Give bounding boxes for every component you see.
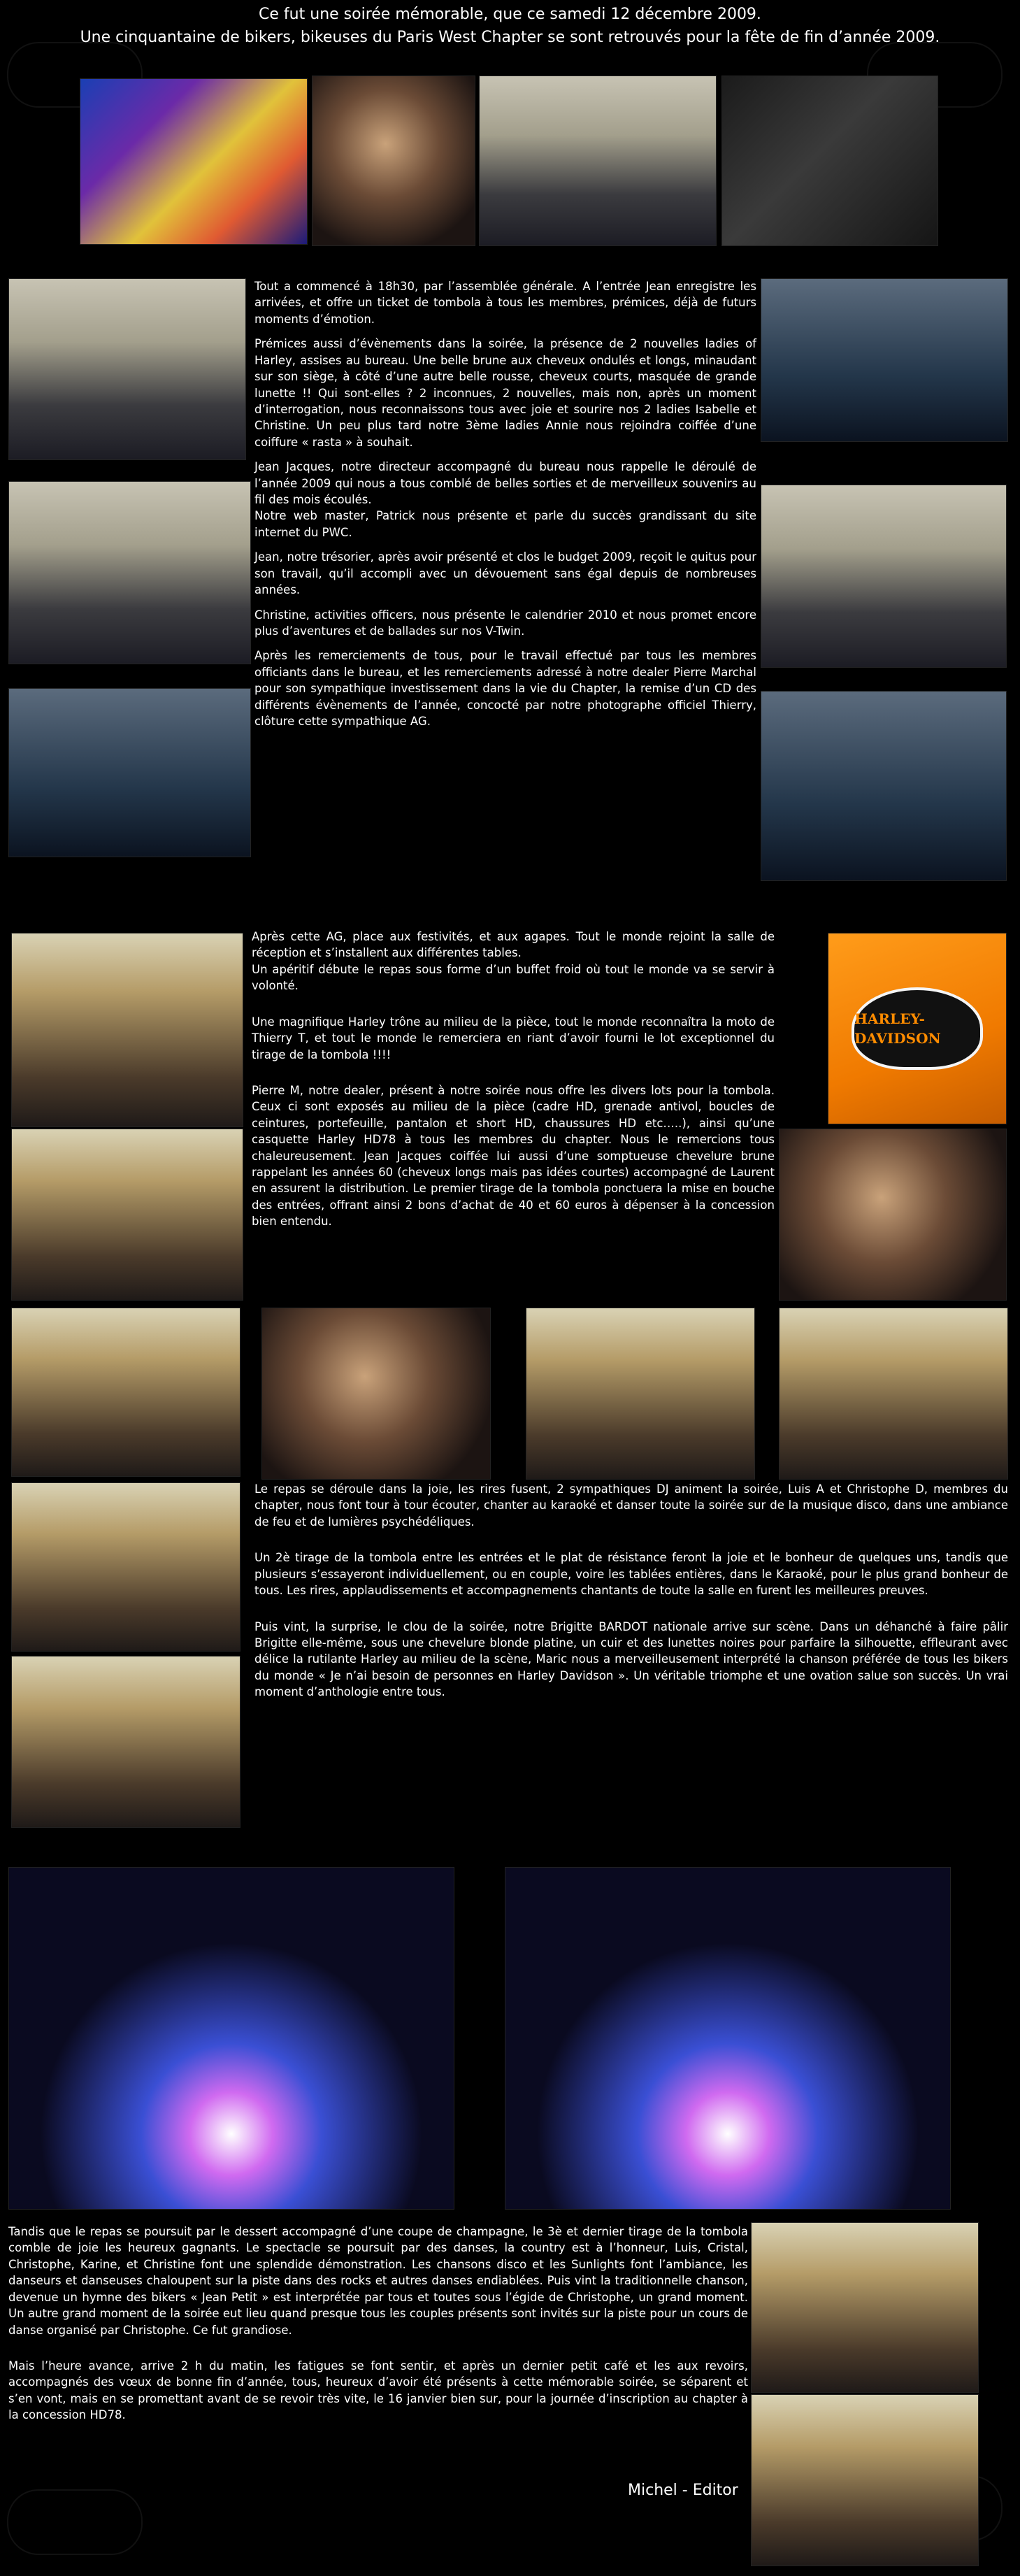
paragraph: Après cette AG, place aux festivités, et aux agapes. Tout le monde rejoint la salle de réception et s’installent aux différentes tables. [252,930,775,960]
photo-table-guests [779,1308,1008,1480]
photo-laser-dance-floor-right [505,1867,951,2210]
paragraph: Christine, activities officers, nous présente le calendrier 2010 et nous promet encore plus d’aventures et de ballades sur nos V-Twin. [254,608,756,638]
photo-harley-davidson-flag [828,933,1007,1124]
page-title [0,3,1020,49]
section-festivities-text [252,929,775,1238]
title-line-1: Ce fut une soirée mémorable, que ce samedi 12 décembre 2009. [259,6,761,23]
section-assembly-text [254,278,756,738]
photo-two-men-caps [479,76,717,246]
paragraph: Tandis que le repas se poursuit par le dessert accompagné d’une coupe de champagne, le 3è et dernier tirage de la tombola comble de joie les heureux gagnants. Le spectacle se poursuit par des danses, la country est à l’honneur, Luis, Cristal, Christophe, Karine, et Christine font une splendide démonstration. Les chansons disco et les Sunlights font l’ambiance, les danseurs et danseuses chaloupent sur la piste dans des rocks et autres danses endiablées. Puis vint la traditionnelle chanson, devenue un hymne des bikers « Jean Petit » est interprétée par tous et toutes sous l’égide de Christophe, un grand moment. Un autre grand moment de la soirée eut lieu quand presque tous les couples présents sont invités sur la piste pour un cours de danse organisé par Christophe. Ce fut grandiose. [8,2225,748,2337]
photo-ladies-at-desk [8,278,246,460]
photo-costumed-couple [721,76,938,246]
photo-tombola-prizes [779,1129,1007,1301]
photo-assembly-room [761,278,1008,442]
photo-dinner-hall [11,1482,240,1652]
section-dinner-text [254,1481,1008,1709]
paragraph: Une magnifique Harley trône au milieu de la pièce, tout le monde reconnaîtra la moto de Thierry T, et tout le monde le remerciera en riant d’avoir fourni le lot exceptionnel du tirage de la tombola !!!! [252,1015,775,1061]
paragraph: Mais l’heure avance, arrive 2 h du matin, les fatigues se font sentir, et après un dernier petit café et les aux revoirs, accompagnés des vœux de bonne fin d’année, tous, heureux d’avoir été présents à cette mémorable soirée, se séparent et s’en vont, mais en se promettant avant de se revoir très vite, le 16 janvier bien sur, pour la journée d’inscription au chapter à la concession HD78. [8,2359,748,2422]
title-line-2: Une cinquantaine de bikers, bikeuses du Paris West Chapter se sont retrouvés pour la fête de fin d’année 2009. [80,29,940,46]
photo-dinner-tables [11,1129,243,1301]
paragraph: Notre web master, Patrick nous présente et parle du succès grandissant du site internet du PWC. [254,509,756,539]
paragraph: Le repas se déroule dans la joie, les rires fusent, 2 sympathiques DJ animent la soirée, Luis A et Christophe D, membres du chapter, nous font tour à tour écouter, chanter au karaoké et danser toute la soirée sur de la musique disco, dans une ambiance de feu et de lumières psychédéliques. [254,1482,1008,1529]
photo-couple-on-motorcycle [312,76,475,246]
paragraph: Tout a commencé à 18h30, par l’assemblée générale. A l’entrée Jean enregistre les arrivées, et offre un ticket de tombola à tous les membres, prémices, déjà de futurs moments d’émotion. [254,280,756,326]
paragraph: Après les remerciements de tous, pour le travail effectué par tous les membres officiants dans le bureau, et les remerciements adressé à notre dealer Pierre Marchal pour son sympathique investissement dans la vie du Chapter, la remise d’un CD des différents évènements de l’année, concocté par notre photographe officiel Thierry, clôture cette sympathique AG. [254,649,756,729]
photo-dessert-tables [751,2222,979,2393]
photo-presentation-screen [761,485,1007,668]
paragraph: Pierre M, notre dealer, présent à notre soirée nous offre les divers lots pour la tombola. Ceux ci sont exposés au milieu de la pièce (cadre HD, grenade antivol, boucles de ceintures, portefeuille, pantalon et short HD, chaussures HD etc…..), ainsi qu’une casquette Harley HD78 à tous les membres du chapter. Nous le remercions tous chaleureusement. Jean Jacques coiffée lui aussi d’une somptueuse chevelure brune rappelant les années 60 (cheveux longs mais pas idées courtes) accompagné de Laurent en assurent la distribution. Le premier tirage de la tombola ponctuera la mise en bouche des entrées, offrant ainsi 2 bons d’achat de 40 et 60 euros à dépenser à la concession bien entendu. [252,1083,775,1229]
photo-board-table [8,481,251,664]
photo-audience-seated [8,688,251,857]
photo-harley-in-hall [11,933,243,1127]
photo-harley-owners-group-banner [11,1656,240,1828]
photo-dance-floor-lights [80,78,308,245]
photo-laser-dance-floor-left [8,1867,454,2210]
signature: Michel - Editor [628,2482,738,2499]
paragraph: Jean Jacques, notre directeur accompagné du bureau nous rappelle le déroulé de l’année 2009 qui nous a tous comblé de belles sorties et de merveilleux souvenirs au fil des mois écoulés. [254,460,756,507]
photo-three-bikers [11,1308,240,1477]
paragraph: Prémices aussi d’évènements dans la soirée, la présence de 2 nouvelles ladies of Harley, assises au bureau. Une belle brune aux cheveux ondulés et longs, minaudant sur son siège, à côté d’une autre belle rousse, cheveux courts, masquée de grande lunette !! Qui sont-elles ? 2 inconnues, 2 nouvelles, mais non, après un moment d’interrogation, nous reconnaissons tous avec joie et sourire nos 2 ladies Isabelle et Christine. Un peu plus tard notre 3ème ladies Annie nous rejoindra coiffée d’une coiffure « rasta » à souhait. [254,337,756,449]
section-dessert-text [8,2224,748,2432]
photo-closeup-laughing [261,1308,491,1480]
photo-audience-crowd [761,691,1007,881]
background-motorcycle-icon [7,2489,143,2555]
paragraph: Un 2è tirage de la tombola entre les entrées et le plat de résistance feront la joie et le bonheur de quelques uns, tandis que plusieurs s’essayeront individuellement, ou en couple, voire les tablées entières, dans le Karaoké, pour le plus grand bonheur de tous. Les rires, applaudissements et accompagnements chantants de toute la salle en furent les meilleures preuves. [254,1551,1008,1598]
logo-text: HARLEY-DAVIDSON [854,1010,941,1047]
photo-costumed-pair [526,1308,755,1480]
paragraph: Jean, notre trésorier, après avoir présenté et clos le budget 2009, reçoit le quitus pour son travail, qu’il accompli avec un dévouement sans égal depuis de nombreuses années. [254,550,756,597]
paragraph: Puis vint, la surprise, le clou de la soirée, notre Brigitte BARDOT nationale arrive sur scène. Dans un déhanché à faire pâlir Brigitte elle-même, sous une chevelure blonde platine, un cuir et des lunettes noires pour parfaire la silhouette, effleurant avec délice la rutilante Harley au milieu de la scène, Maric nous a merveilleusement interprété la chanson préférée de tous les bikers du monde « Je n’ai besoin de personnes en Harley Davidson ». Un véritable triomphe et une ovation salue son succès. Un vrai moment d’anthologie entre tous. [254,1619,1008,1699]
paragraph: Un apéritif débute le repas sous forme d’un buffet froid où tout le monde va se servir à volonté. [252,962,775,993]
harley-davidson-logo-icon [852,987,983,1070]
photo-late-night-guests [751,2394,979,2566]
